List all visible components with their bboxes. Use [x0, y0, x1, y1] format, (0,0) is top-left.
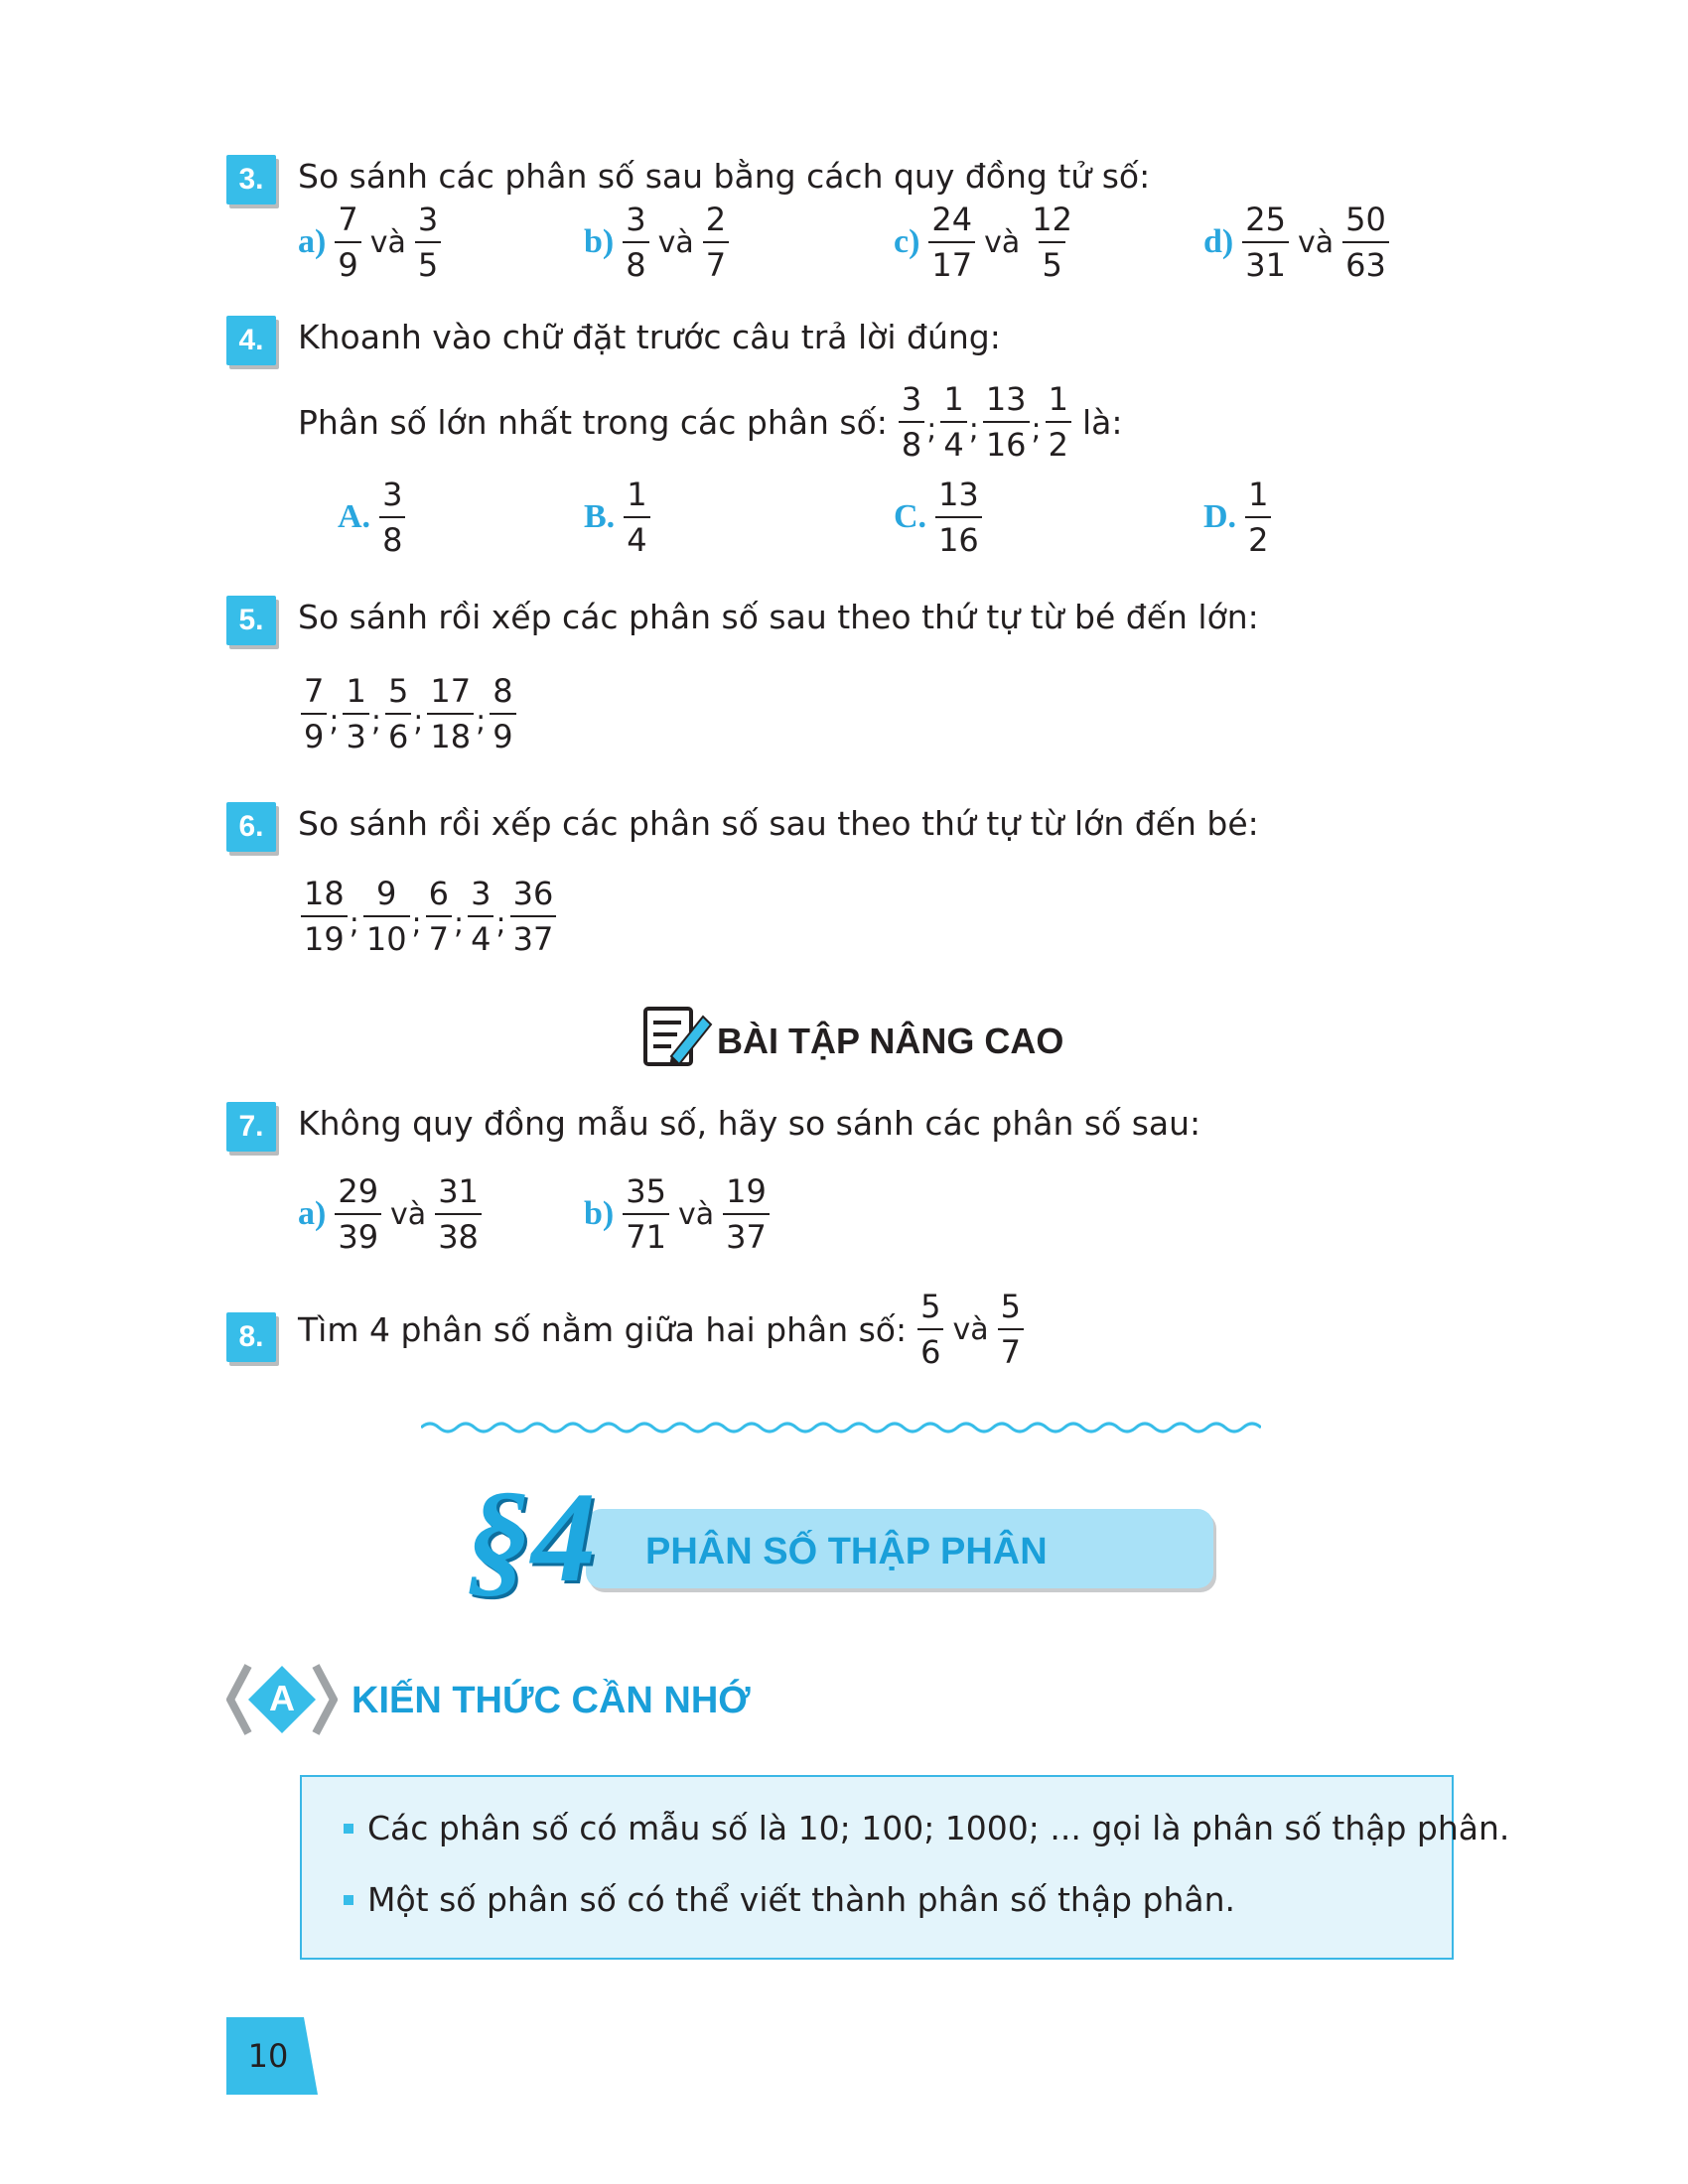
q6-fractions — [298, 875, 559, 958]
fraction: $\frac{1}{4}$ — [624, 478, 649, 556]
question-5-text: So sánh rồi xếp các phân số sau theo thứ tự từ bé đến lớn: — [298, 598, 1259, 636]
question-8-text: Tìm 4 phân số nằm giữa hai phân số: — [298, 1309, 908, 1349]
and-word: và — [657, 224, 694, 260]
separator: ; — [413, 703, 424, 739]
fraction: $\frac{5}{6}$ — [385, 675, 411, 752]
separator: ; — [370, 703, 381, 739]
q4-option-a[interactable] — [338, 476, 408, 559]
knowledge-item — [344, 1880, 1235, 1919]
q4-option-c[interactable] — [894, 476, 985, 559]
fraction: $\frac{2}{7}$ — [703, 204, 729, 281]
fraction: $\frac{3}{5}$ — [415, 204, 441, 281]
q3-item-d — [1203, 201, 1392, 284]
fraction: $\frac{3}{4}$ — [468, 878, 493, 955]
question-number-5: 5. — [226, 596, 276, 645]
question-3-text: So sánh các phân số sau bằng cách quy đồng tử số: — [298, 157, 1151, 196]
fraction: $\frac{1}{2}$ — [1046, 383, 1071, 461]
knowledge-text: Các phân số có mẫu số là 10; 100; 1000; ... gọi là phân số thập phân. — [367, 1809, 1510, 1847]
q4-suffix: là: — [1082, 402, 1123, 442]
q8-row — [298, 1288, 1027, 1371]
separator: ; — [926, 411, 937, 447]
fraction: $\frac{1}{4}$ — [940, 383, 966, 461]
option-label: C. — [894, 498, 927, 535]
page-number: 10 — [247, 2037, 289, 2075]
label-a: a) — [298, 1195, 327, 1232]
fraction: $\frac{29}{39}$ — [335, 1175, 381, 1253]
part-a-letter: A — [269, 1678, 295, 1718]
fraction: $\frac{35}{71}$ — [623, 1175, 669, 1253]
knowledge-box — [300, 1775, 1454, 1960]
fraction: $\frac{25}{31}$ — [1242, 204, 1289, 281]
part-a-title: KIẾN THỨC CẦN NHỚ — [352, 1680, 751, 1721]
separator: ; — [968, 411, 979, 447]
and-word: và — [1297, 224, 1335, 260]
q3-item-a — [298, 201, 444, 284]
option-label: B. — [584, 498, 616, 535]
fraction: $\frac{3}{8}$ — [379, 478, 405, 556]
q3-item-c — [894, 201, 1078, 284]
fraction: $\frac{3}{8}$ — [623, 204, 648, 281]
fraction: $\frac{7}{9}$ — [335, 204, 360, 281]
label-c: c) — [894, 223, 920, 260]
knowledge-item — [344, 1809, 1509, 1847]
fraction: $\frac{6}{7}$ — [426, 878, 452, 955]
fraction: $\frac{31}{38}$ — [435, 1175, 482, 1253]
advanced-section-title: BÀI TẬP NÂNG CAO — [717, 1021, 1064, 1061]
separator: ; — [476, 703, 487, 739]
bullet-square-icon — [344, 1824, 353, 1834]
label-d: d) — [1203, 223, 1234, 260]
q4-option-b[interactable] — [584, 476, 653, 559]
option-label: A. — [338, 498, 371, 535]
label-a: a) — [298, 223, 327, 260]
q4-option-d[interactable] — [1203, 476, 1274, 559]
fraction: $\frac{19}{37}$ — [723, 1175, 770, 1253]
and-word: và — [952, 1311, 989, 1347]
fraction: $\frac{7}{9}$ — [301, 675, 327, 752]
and-word: và — [677, 1196, 715, 1232]
separator: ; — [411, 905, 422, 941]
option-label: D. — [1203, 498, 1237, 535]
section-title: PHÂN SỐ THẬP PHÂN — [645, 1531, 1048, 1572]
question-number-8: 8. — [226, 1312, 276, 1362]
separator: ; — [454, 905, 465, 941]
fraction: $\frac{12}{5}$ — [1032, 201, 1072, 284]
fraction: $\frac{8}{9}$ — [490, 675, 515, 752]
fraction: $\frac{9}{10}$ — [363, 878, 410, 955]
separator: ; — [329, 703, 340, 739]
section-symbol: §4 — [467, 1466, 596, 1609]
edit-note-icon — [641, 1005, 713, 1070]
label-b: b) — [584, 1195, 615, 1232]
q7-item-b — [584, 1172, 773, 1256]
question-number-3: 3. — [226, 155, 276, 205]
separator: ; — [495, 905, 506, 941]
fraction: $\frac{18}{19}$ — [301, 878, 348, 955]
q4-prompt: Phân số lớn nhất trong các phân số: — [298, 402, 888, 442]
fraction: $\frac{1}{2}$ — [1245, 478, 1271, 556]
fraction: $\frac{24}{17}$ — [928, 204, 975, 281]
separator: ; — [1031, 411, 1042, 447]
q5-fractions — [298, 672, 519, 755]
label-b: b) — [584, 223, 615, 260]
question-6-text: So sánh rồi xếp các phân số sau theo thứ tự từ lớn đến bé: — [298, 804, 1259, 843]
fraction: $\frac{5}{6}$ — [917, 1291, 943, 1368]
separator: ; — [349, 905, 359, 941]
question-4-text: Khoanh vào chữ đặt trước câu trả lời đúng: — [298, 318, 1001, 356]
q7-item-a — [298, 1172, 485, 1256]
fraction: $\frac{50}{63}$ — [1342, 204, 1389, 281]
q4-prompt-row — [298, 380, 1123, 464]
question-7-text: Không quy đồng mẫu số, hãy so sánh các phân số sau: — [298, 1104, 1201, 1143]
fraction: $\frac{3}{8}$ — [899, 383, 924, 461]
question-number-7: 7. — [226, 1102, 276, 1152]
and-word: và — [984, 224, 1021, 260]
wavy-divider — [421, 1418, 1261, 1437]
and-word: và — [390, 1196, 427, 1232]
q3-item-b — [584, 201, 732, 284]
knowledge-text: Một số phân số có thể viết thành phân số thập phân. — [367, 1880, 1235, 1919]
and-word: và — [369, 224, 406, 260]
fraction: $\frac{5}{7}$ — [998, 1291, 1024, 1368]
question-number-6: 6. — [226, 802, 276, 852]
question-number-4: 4. — [226, 316, 276, 365]
bullet-square-icon — [344, 1895, 353, 1905]
fraction: $\frac{1}{3}$ — [343, 675, 368, 752]
fraction: $\frac{36}{37}$ — [510, 878, 557, 955]
fraction: $\frac{13}{16}$ — [983, 383, 1030, 461]
fraction: $\frac{17}{18}$ — [427, 675, 474, 752]
fraction: $\frac{13}{16}$ — [935, 478, 982, 556]
